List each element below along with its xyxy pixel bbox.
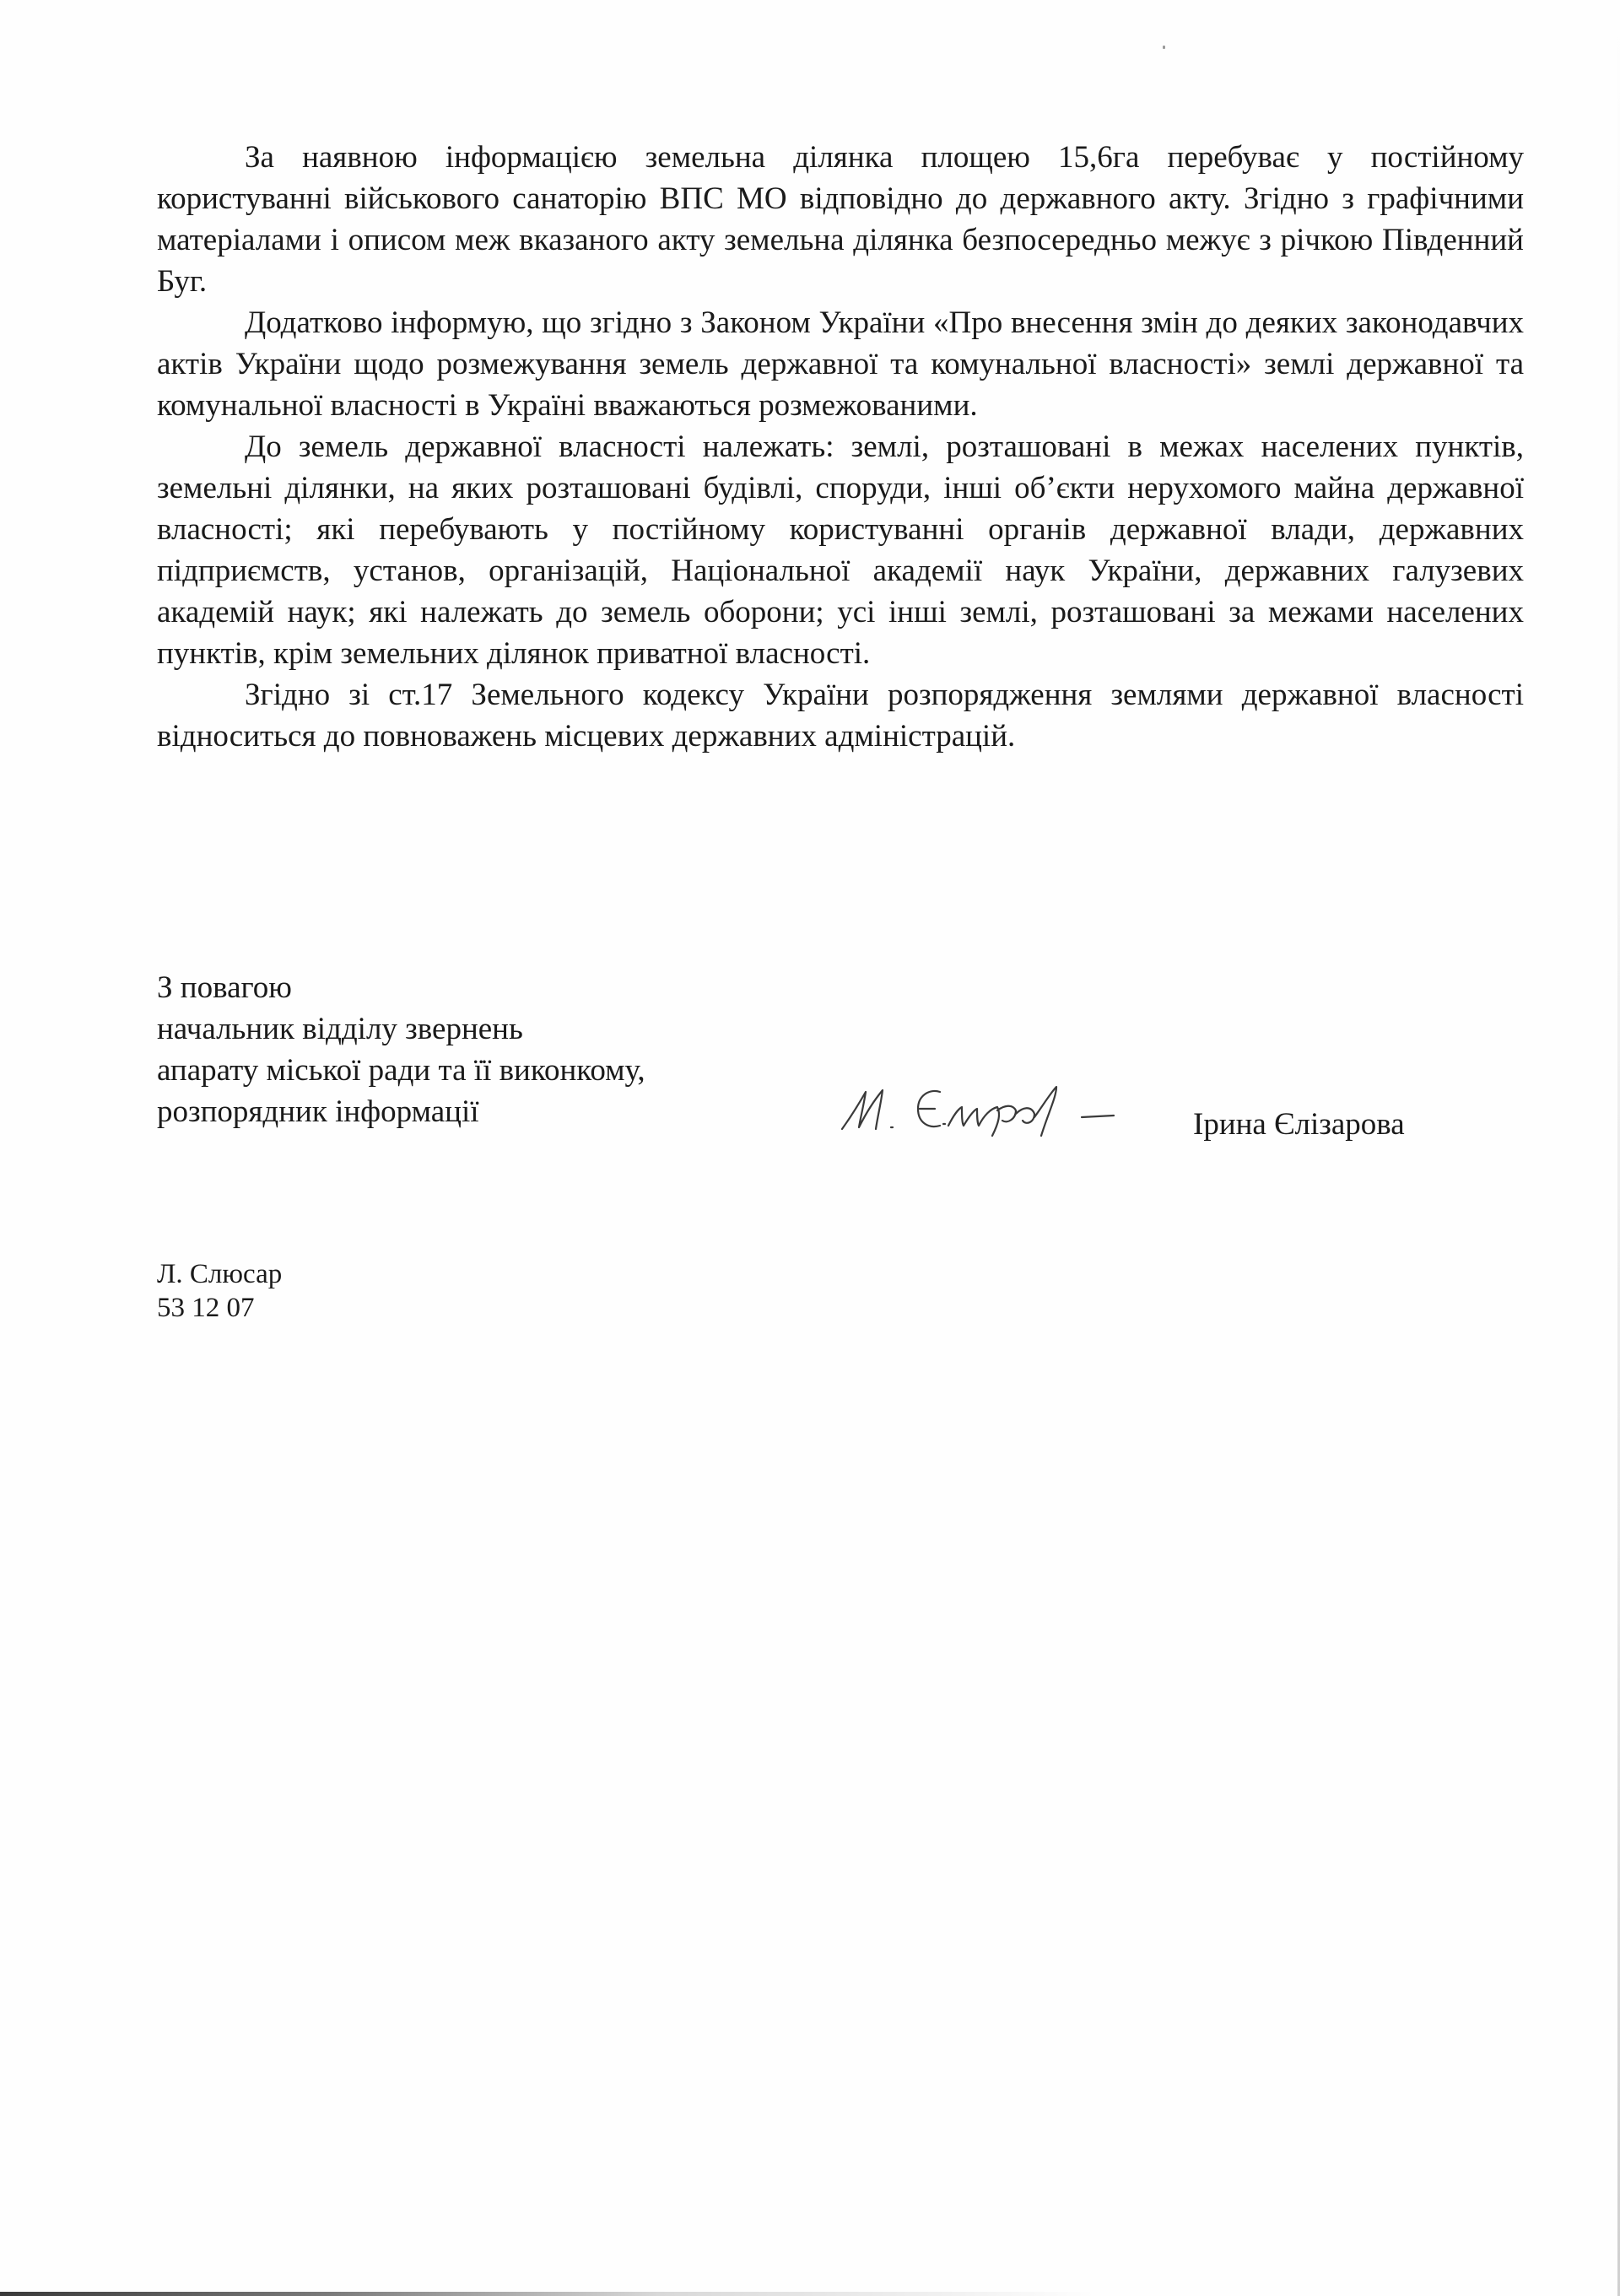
executor-name: Л. Слюсар — [157, 1259, 283, 1289]
scan-artifact-dot — [1163, 46, 1165, 49]
executor-phone: 53 12 07 — [157, 1293, 255, 1323]
paragraph-state-lands: До земель державної власності належать: землі, розташовані в межах населених пунктів, земельні ділянки, на яких розташовані будівлі, споруди, інші об’єкти нерухомого майна державної власності; які перебувають у постійному користуванні органів державної влади, державних підприємств, установ, організацій, Національної академії наук України, державних галузевих академій наук; які належать до земель оборони; усі інші землі, розташовані за межами населених пунктів, крім земельних ділянок приватної власності. — [157, 429, 1524, 671]
closing-greeting: З повагою — [157, 970, 292, 1005]
scan-edge-bottom — [0, 2292, 1097, 2296]
signer-position-line-3: розпорядник інформації — [157, 1094, 479, 1129]
paragraph-land-plot: За наявною інформацією земельна ділянка площею 15,6га перебуває у постійному користуванні військового санаторію ВПС МО відповідно до державного акту. Згідно з графічними матеріалами і описом меж вказаного акту земельна ділянка безпосередньо межує з річкою Південний Буг. — [157, 140, 1524, 299]
handwritten-signature — [835, 1080, 1156, 1139]
closing-block — [157, 967, 645, 1132]
letter-body — [157, 137, 1524, 757]
paragraph-law-reference: Додатково інформую, що згідно з Законом України «Про внесення змін до деяких законодавчих актів України щодо розмежування земель державної та комунальної власності» землі державної та комунальної власності в Україні вважаються розмежованими. — [157, 305, 1524, 423]
signer-name: Ірина Єлізарова — [1193, 1107, 1405, 1142]
signer-position-line-1: начальник відділу звернень — [157, 1012, 523, 1046]
signer-position-line-2: апарату міської ради та її виконкому, — [157, 1053, 645, 1088]
executor-block — [157, 1257, 282, 1325]
paragraph-land-code: Згідно зі ст.17 Земельного кодексу України розпорядження землями державної власності відноситься до повноважень місцевих державних адміністрацій. — [157, 678, 1524, 754]
